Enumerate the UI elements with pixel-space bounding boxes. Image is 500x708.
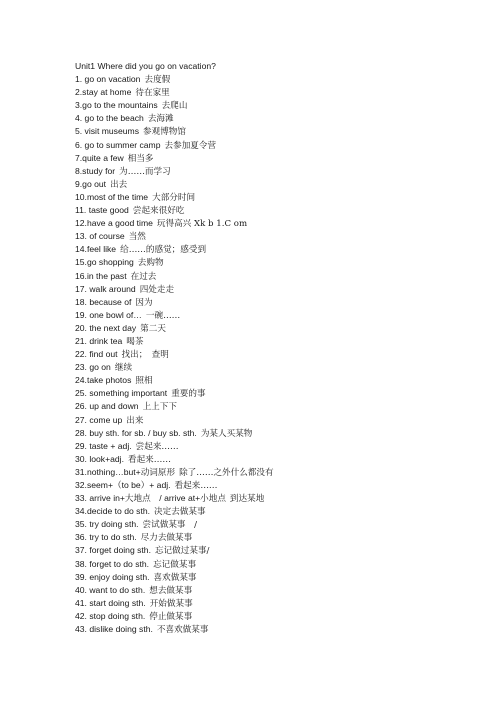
phrase-english: 18. because of — [75, 296, 132, 307]
list-item — [75, 584, 485, 597]
list-item — [75, 335, 485, 348]
phrase-english: 41. start doing sth. — [75, 597, 146, 608]
phrase-english: 1. go on vacation — [75, 74, 141, 85]
phrase-english: 24.take photos — [75, 375, 132, 386]
list-item — [75, 178, 485, 191]
phrase-chinese: 想去做某事 — [149, 585, 193, 596]
list-item — [75, 112, 485, 125]
phrase-english: 26. up and down — [75, 401, 139, 412]
phrase-english: 10.most of the time — [75, 191, 149, 202]
list-item — [75, 125, 485, 138]
document-content — [75, 60, 485, 636]
phrase-chinese: 去爬山 — [161, 101, 188, 112]
list-item — [75, 597, 485, 610]
phrase-chinese: 除了……之外什么都没有 — [179, 467, 274, 478]
list-item — [75, 243, 485, 256]
phrase-english: 9.go out — [75, 178, 107, 189]
phrase-chinese: 去度假 — [144, 75, 171, 86]
phrase-chinese: 喝茶 — [126, 336, 144, 347]
phrase-chinese: 待在家里 — [135, 88, 170, 99]
phrase-english: 3.go to the mountains — [75, 100, 158, 111]
list-item — [75, 86, 485, 99]
phrase-english: 14.feel like — [75, 244, 117, 255]
phrase-english: 28. buy sth. for sb. / buy sb. sth. — [75, 427, 197, 438]
phrase-chinese: 尝起来很好吃 — [132, 206, 185, 217]
list-item — [75, 309, 485, 322]
phrase-chinese: 决定去做某事 — [154, 507, 206, 518]
list-item — [75, 427, 485, 440]
phrase-english: 20. the next day — [75, 322, 137, 333]
phrase-english: 19. one bowl of… — [75, 309, 142, 320]
list-item — [75, 99, 485, 112]
phrase-chinese: 一碗…… — [145, 310, 181, 321]
phrase-chinese: 出来 — [126, 415, 144, 426]
phrase-english: 12.have a good time — [75, 218, 153, 229]
list-item — [75, 165, 485, 178]
phrase-chinese: 看起来…… — [174, 481, 218, 491]
list-item — [75, 571, 485, 584]
list-item — [75, 230, 485, 243]
phrase-english: 4. go to the beach — [75, 113, 144, 124]
phrase-english: 11. taste good — [75, 205, 129, 216]
phrase-english: 35. try doing sth. — [75, 519, 139, 530]
phrase-chinese: 到达某地 — [229, 494, 265, 505]
phrase-english: 43. dislike doing sth. — [75, 624, 153, 635]
list-item — [75, 139, 485, 152]
list-item — [75, 296, 485, 309]
phrase-chinese: 上上下下 — [142, 402, 177, 413]
phrase-chinese: 忘记做过某事/ — [154, 546, 210, 557]
phrase-english: 16.in the past — [75, 270, 127, 281]
list-item — [75, 453, 485, 466]
phrase-chinese: 在过去 — [130, 271, 157, 282]
list-item — [75, 479, 485, 492]
list-item — [75, 440, 485, 453]
phrase-chinese: 喜欢做某事 — [153, 572, 197, 583]
list-item — [75, 361, 485, 374]
phrase-english: 5. visit museums — [75, 126, 139, 137]
phrase-chinese: 尝试做某事 / — [142, 520, 198, 531]
phrase-chinese: 为……而学习 — [119, 166, 171, 177]
phrase-english: 15.go shopping — [75, 257, 134, 268]
phrase-english: 40. want to do sth. — [75, 584, 146, 595]
phrase-english: 37. forget doing sth. — [75, 545, 151, 556]
phrase-chinese: 出去 — [110, 179, 128, 190]
phrase-english: 13. of course — [75, 231, 125, 242]
phrase-chinese: 给……的感觉；感受到 — [120, 245, 207, 256]
phrase-chinese: 照相 — [135, 376, 153, 387]
list-item — [75, 374, 485, 387]
phrase-chinese: 去海滩 — [147, 114, 174, 125]
phrase-english: 25. something important — [75, 388, 168, 399]
phrase-english: 27. come up — [75, 414, 123, 425]
phrase-chinese: 为某人买某物 — [200, 428, 253, 439]
phrase-chinese: 停止做某事 — [149, 611, 193, 622]
list-item — [75, 400, 485, 413]
list-item — [75, 518, 485, 531]
phrase-chinese: 不喜欢做某事 — [156, 625, 209, 636]
phrase-english: 29. taste + adj. — [75, 440, 132, 451]
list-item — [75, 387, 485, 400]
list-item — [75, 623, 485, 636]
list-item — [75, 283, 485, 296]
list-item — [75, 492, 485, 505]
list-item — [75, 322, 485, 335]
list-item — [75, 414, 485, 427]
phrase-english: 8.study for — [75, 165, 116, 176]
phrase-english: 34.decide to do sth. — [75, 506, 151, 517]
phrase-english: 2.stay at home — [75, 87, 132, 98]
phrase-english: 36. try to do sth. — [75, 532, 137, 543]
phrase-chinese: 找出； 查明 — [121, 350, 169, 361]
phrase-english: 31.nothing…but+动词原形 — [75, 466, 176, 477]
phrase-chinese: 玩得高兴 Xk b 1.C om — [156, 219, 248, 230]
list-item — [75, 152, 485, 165]
phrase-english: 6. go to summer camp — [75, 139, 161, 150]
phrase-chinese: 忘记做某事 — [153, 559, 197, 570]
phrase-english: 22. find out — [75, 349, 118, 360]
phrase-chinese: 相当多 — [127, 153, 154, 164]
phrase-chinese: 大部分时间 — [152, 192, 196, 203]
phrase-chinese: 参观博物馆 — [143, 127, 186, 138]
list-item — [75, 204, 485, 217]
phrase-chinese: 尝起来…… — [135, 441, 179, 452]
phrase-chinese: 重要的事 — [171, 389, 206, 400]
list-item — [75, 610, 485, 623]
list-item — [75, 505, 485, 518]
phrase-english: 39. enjoy doing sth. — [75, 571, 150, 582]
phrase-english: 33. arrive in+大地点 / arrive at+小地点 — [75, 493, 226, 504]
list-item — [75, 191, 485, 204]
phrase-chinese: 去参加夏令营 — [164, 140, 217, 151]
list-item — [75, 558, 485, 571]
phrase-english: 30. look+adj. — [75, 453, 124, 464]
list-item — [75, 348, 485, 361]
phrase-english: 7.quite a few — [75, 152, 124, 163]
phrase-english: 21. drink tea — [75, 335, 123, 346]
list-item — [75, 270, 485, 283]
vocab-list — [75, 73, 485, 636]
phrase-english: 23. go on — [75, 362, 111, 373]
list-item — [75, 466, 485, 479]
phrase-english: 38. forget to do sth. — [75, 558, 150, 569]
phrase-chinese: 因为 — [135, 297, 153, 308]
list-item — [75, 544, 485, 557]
phrase-chinese: 看起来…… — [127, 454, 171, 465]
list-item — [75, 217, 485, 230]
list-item — [75, 73, 485, 86]
phrase-chinese: 继续 — [114, 363, 133, 374]
phrase-chinese: 开始做某事 — [149, 598, 193, 609]
list-item — [75, 256, 485, 269]
phrase-chinese: 尽力去做某事 — [140, 533, 193, 544]
page-title: Unit1 Where did you go on vacation? — [75, 61, 216, 71]
list-item — [75, 531, 485, 544]
phrase-chinese: 去购物 — [137, 258, 164, 269]
phrase-chinese: 当然 — [128, 232, 146, 243]
phrase-english: 17. walk around — [75, 283, 136, 294]
phrase-chinese: 四处走走 — [139, 284, 175, 295]
phrase-chinese: 第二天 — [140, 323, 166, 334]
phrase-english: 42. stop doing sth. — [75, 610, 146, 621]
phrase-english: 32.seem+（to be）+ adj. — [75, 480, 171, 490]
